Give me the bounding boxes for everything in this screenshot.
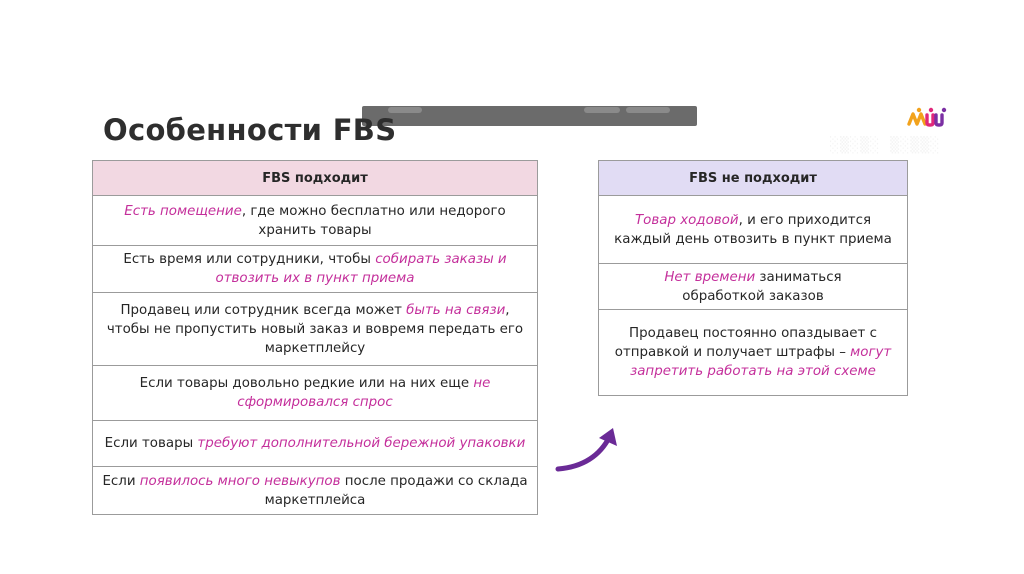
toolbar-button[interactable] bbox=[626, 107, 670, 113]
table-row bbox=[93, 366, 538, 421]
cell-text: Если bbox=[102, 473, 140, 489]
cell-text: Если товары bbox=[104, 436, 198, 451]
cell-text: , и его приходится каждый день отвозить в пункт приема bbox=[614, 212, 892, 247]
table-cell bbox=[93, 246, 538, 293]
cell-text: Есть время или сотрудники, чтобы bbox=[123, 252, 376, 267]
brand-logo-icon bbox=[905, 106, 951, 128]
highlight-text: быть на связи bbox=[406, 302, 506, 318]
curved-arrow-icon bbox=[555, 424, 625, 476]
highlight-text: собирать заказы и отвозить их в пункт приема bbox=[215, 252, 507, 286]
table-cell bbox=[93, 196, 538, 246]
table-row bbox=[599, 310, 908, 396]
cell-text: , чтобы не пропустить новый заказ и вовремя передать его маркетплейсу bbox=[106, 302, 524, 356]
table-cell bbox=[93, 421, 538, 467]
table-cell bbox=[599, 196, 908, 264]
viewer-toolbar[interactable] bbox=[362, 106, 697, 126]
table-cell bbox=[93, 467, 538, 515]
page-title: Особенности FBS bbox=[103, 113, 397, 147]
table-row bbox=[599, 264, 908, 310]
highlight-text: Есть помещение bbox=[124, 203, 242, 219]
table-row bbox=[93, 467, 538, 515]
table-cell bbox=[93, 366, 538, 421]
highlight-text: Товар ходовой bbox=[634, 212, 739, 228]
fbs-not-suitable-table bbox=[598, 160, 908, 396]
highlight-text: появилось много невыкупов bbox=[139, 473, 341, 489]
table-row bbox=[93, 421, 538, 467]
highlight-text: требуют дополнительной бережной упаковки bbox=[197, 436, 526, 451]
cell-text: Продавец или сотрудник всегда может bbox=[120, 302, 407, 318]
table-row bbox=[93, 246, 538, 293]
highlight-text: могут запретить работать на этой схеме bbox=[630, 345, 892, 379]
cell-text: заниматься обработкой заказов bbox=[682, 269, 842, 304]
table-cell bbox=[599, 310, 908, 396]
table-cell bbox=[599, 264, 908, 310]
table-cell bbox=[93, 293, 538, 366]
cell-text: Если товары довольно редкие или на них еще bbox=[139, 376, 474, 391]
cell-text: Продавец постоянно опаздывает с отправкой и получает штрафы – bbox=[614, 326, 877, 360]
fbs-suitable-table bbox=[92, 160, 538, 515]
toolbar-button[interactable] bbox=[584, 107, 620, 113]
table-row bbox=[93, 196, 538, 246]
highlight-text: Нет времени bbox=[664, 269, 756, 285]
highlight-text: не сформировался спрос bbox=[237, 376, 491, 410]
cell-text: , где можно бесплатно или недорого хранить товары bbox=[241, 203, 506, 238]
table-row bbox=[93, 293, 538, 366]
table-header: FBS подходит bbox=[93, 161, 538, 196]
table-row bbox=[599, 196, 908, 264]
table-header: FBS не подходит bbox=[599, 161, 908, 196]
cell-text: после продажи со склада маркетплейса bbox=[264, 473, 528, 508]
